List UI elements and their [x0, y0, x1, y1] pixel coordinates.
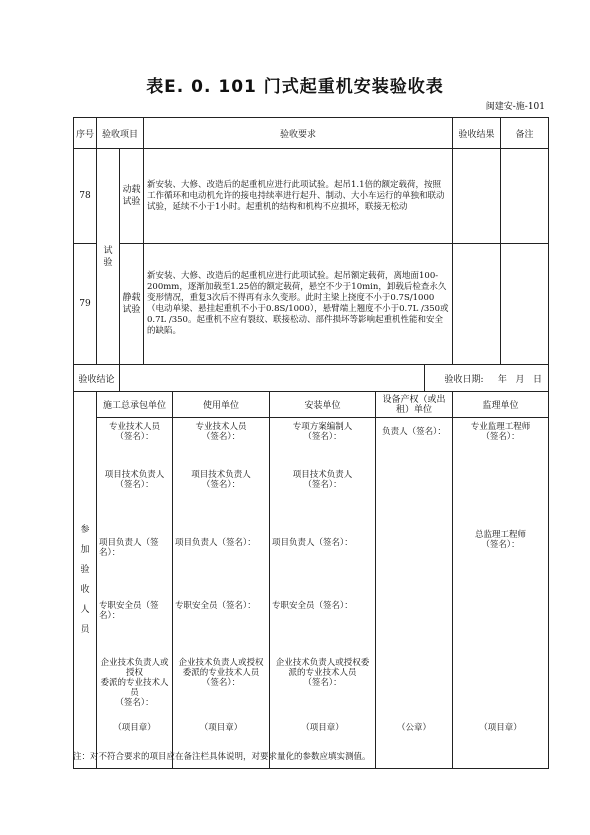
requirement-text: 新安装、大修、改造后的起重机应进行此项试验。起吊1.1倍的额定载荷，按照工作循环和电动机允许的接电持续率进行起升、制动、大小车运行的单独和联动试验，延续不小于1小时。起重机的结构和机构不应损坏，联接无松动 — [144, 149, 453, 244]
requirement-text: 新安装、大修、改造后的起重机应进行此项试验。起吊额定载荷，离地面100-200mm，逐渐加载至1.25倍的额定载荷，悬空不少于10min，卸载后检查永久变形情况，重复3次后不得再有永久变形。此时主梁上挠度不小于0.7S/1000（电动单梁、悬挂起重机不小于0.8S/1000），悬臂端上翘度不小于0.7L /350或0.7L /350。起重机不应有裂纹、联接松动、部件损坏等影响起重机性能和安全的缺陷。 — [144, 244, 453, 365]
signature-column[interactable] — [270, 418, 376, 769]
signature-slot: 负责人（签名）： — [382, 427, 446, 437]
remark-cell[interactable] — [501, 149, 549, 244]
signature-slot: 专职安全员（签名）： — [272, 601, 353, 611]
result-cell[interactable] — [453, 149, 501, 244]
conclusion-row — [74, 365, 549, 392]
row-number: 79 — [74, 244, 97, 365]
signature-slot: 项目技术负责人 （签名）： — [191, 470, 251, 490]
signature-column[interactable] — [97, 418, 173, 769]
signature-slot: 企业技术负责人或授权 委派的专业技术人员 （签名）： — [100, 658, 169, 708]
signature-slot: 专职安全员（签名）： — [99, 601, 159, 621]
participants-label: 参 加 验 收 人 员 — [74, 392, 97, 769]
signature-slot: 专业技术人员 （签名）： — [109, 422, 161, 442]
signature-slot: 专职安全员（签名）： — [175, 601, 256, 611]
row-number: 78 — [74, 149, 97, 244]
sub-item-label: 动载 试验 — [120, 149, 144, 244]
header-result: 验收结果 — [453, 118, 501, 149]
seal-label: （项目章） — [479, 723, 522, 733]
header-remark: 备注 — [501, 118, 549, 149]
signature-slot: 专项方案编制人 （签名）： — [292, 422, 353, 442]
signature-slot: 项目负责人（签名）： — [272, 538, 353, 548]
seal-label: （公章） — [397, 723, 432, 733]
seal-label: （项目章） — [301, 723, 344, 733]
signature-column[interactable] — [376, 418, 453, 769]
group-label: 试 验 — [97, 149, 120, 365]
unit-header: 监理单位 — [453, 392, 549, 418]
unit-header: 使用单位 — [173, 392, 270, 418]
header-requirement: 验收要求 — [144, 118, 453, 149]
signature-slot: 项目负责人（签名）： — [175, 538, 256, 548]
table-row — [74, 244, 549, 365]
unit-header: 安装单位 — [270, 392, 376, 418]
conclusion-value[interactable] — [120, 365, 425, 392]
form-code: 闽建安-施-101 — [485, 102, 545, 112]
participants-sign-row — [74, 418, 549, 769]
header-seq: 序号 — [74, 118, 97, 149]
header-row — [74, 118, 549, 149]
seal-label: （项目章） — [113, 723, 156, 733]
conclusion-label: 验收结论 — [74, 365, 120, 392]
signature-slot: 项目负责人（签名）： — [99, 538, 159, 558]
footnote: 注：对不符合要求的项目应在备注栏具体说明，对要求量化的参数应填实测值。 — [73, 752, 371, 762]
signature-column[interactable] — [453, 418, 549, 769]
acceptance-date[interactable]: 验收日期: 年 月 日 — [425, 365, 549, 392]
acceptance-table — [73, 117, 549, 769]
header-item: 验收项目 — [97, 118, 144, 149]
signature-slot: 项目技术负责人 （签名）： — [292, 470, 353, 490]
remark-cell[interactable] — [501, 244, 549, 365]
signature-slot: 专业监理工程师 （签名）： — [470, 422, 531, 442]
sub-item-label: 静载 试验 — [120, 244, 144, 365]
signature-slot: 专业技术人员 （签名）： — [195, 422, 247, 442]
result-cell[interactable] — [453, 244, 501, 365]
signature-slot: 项目技术负责人 （签名）： — [104, 470, 165, 490]
signature-slot: 企业技术负责人或授权委 派的专业技术人员 （签名）： — [275, 658, 370, 688]
signature-slot: 企业技术负责人或授权 委派的专业技术人员 （签名）： — [178, 658, 264, 688]
unit-header: 施工总承包单位 — [97, 392, 173, 418]
signature-column[interactable] — [173, 418, 270, 769]
page-title: 表E. 0. 101 门式起重机安装验收表 — [146, 77, 444, 97]
seal-label: （项目章） — [199, 723, 243, 733]
participants-header-row — [74, 392, 549, 418]
signature-slot: 总监理工程师 （签名）： — [475, 530, 527, 550]
unit-header: 设备产权（或出租）单位 — [376, 392, 453, 418]
table-row — [74, 149, 549, 244]
